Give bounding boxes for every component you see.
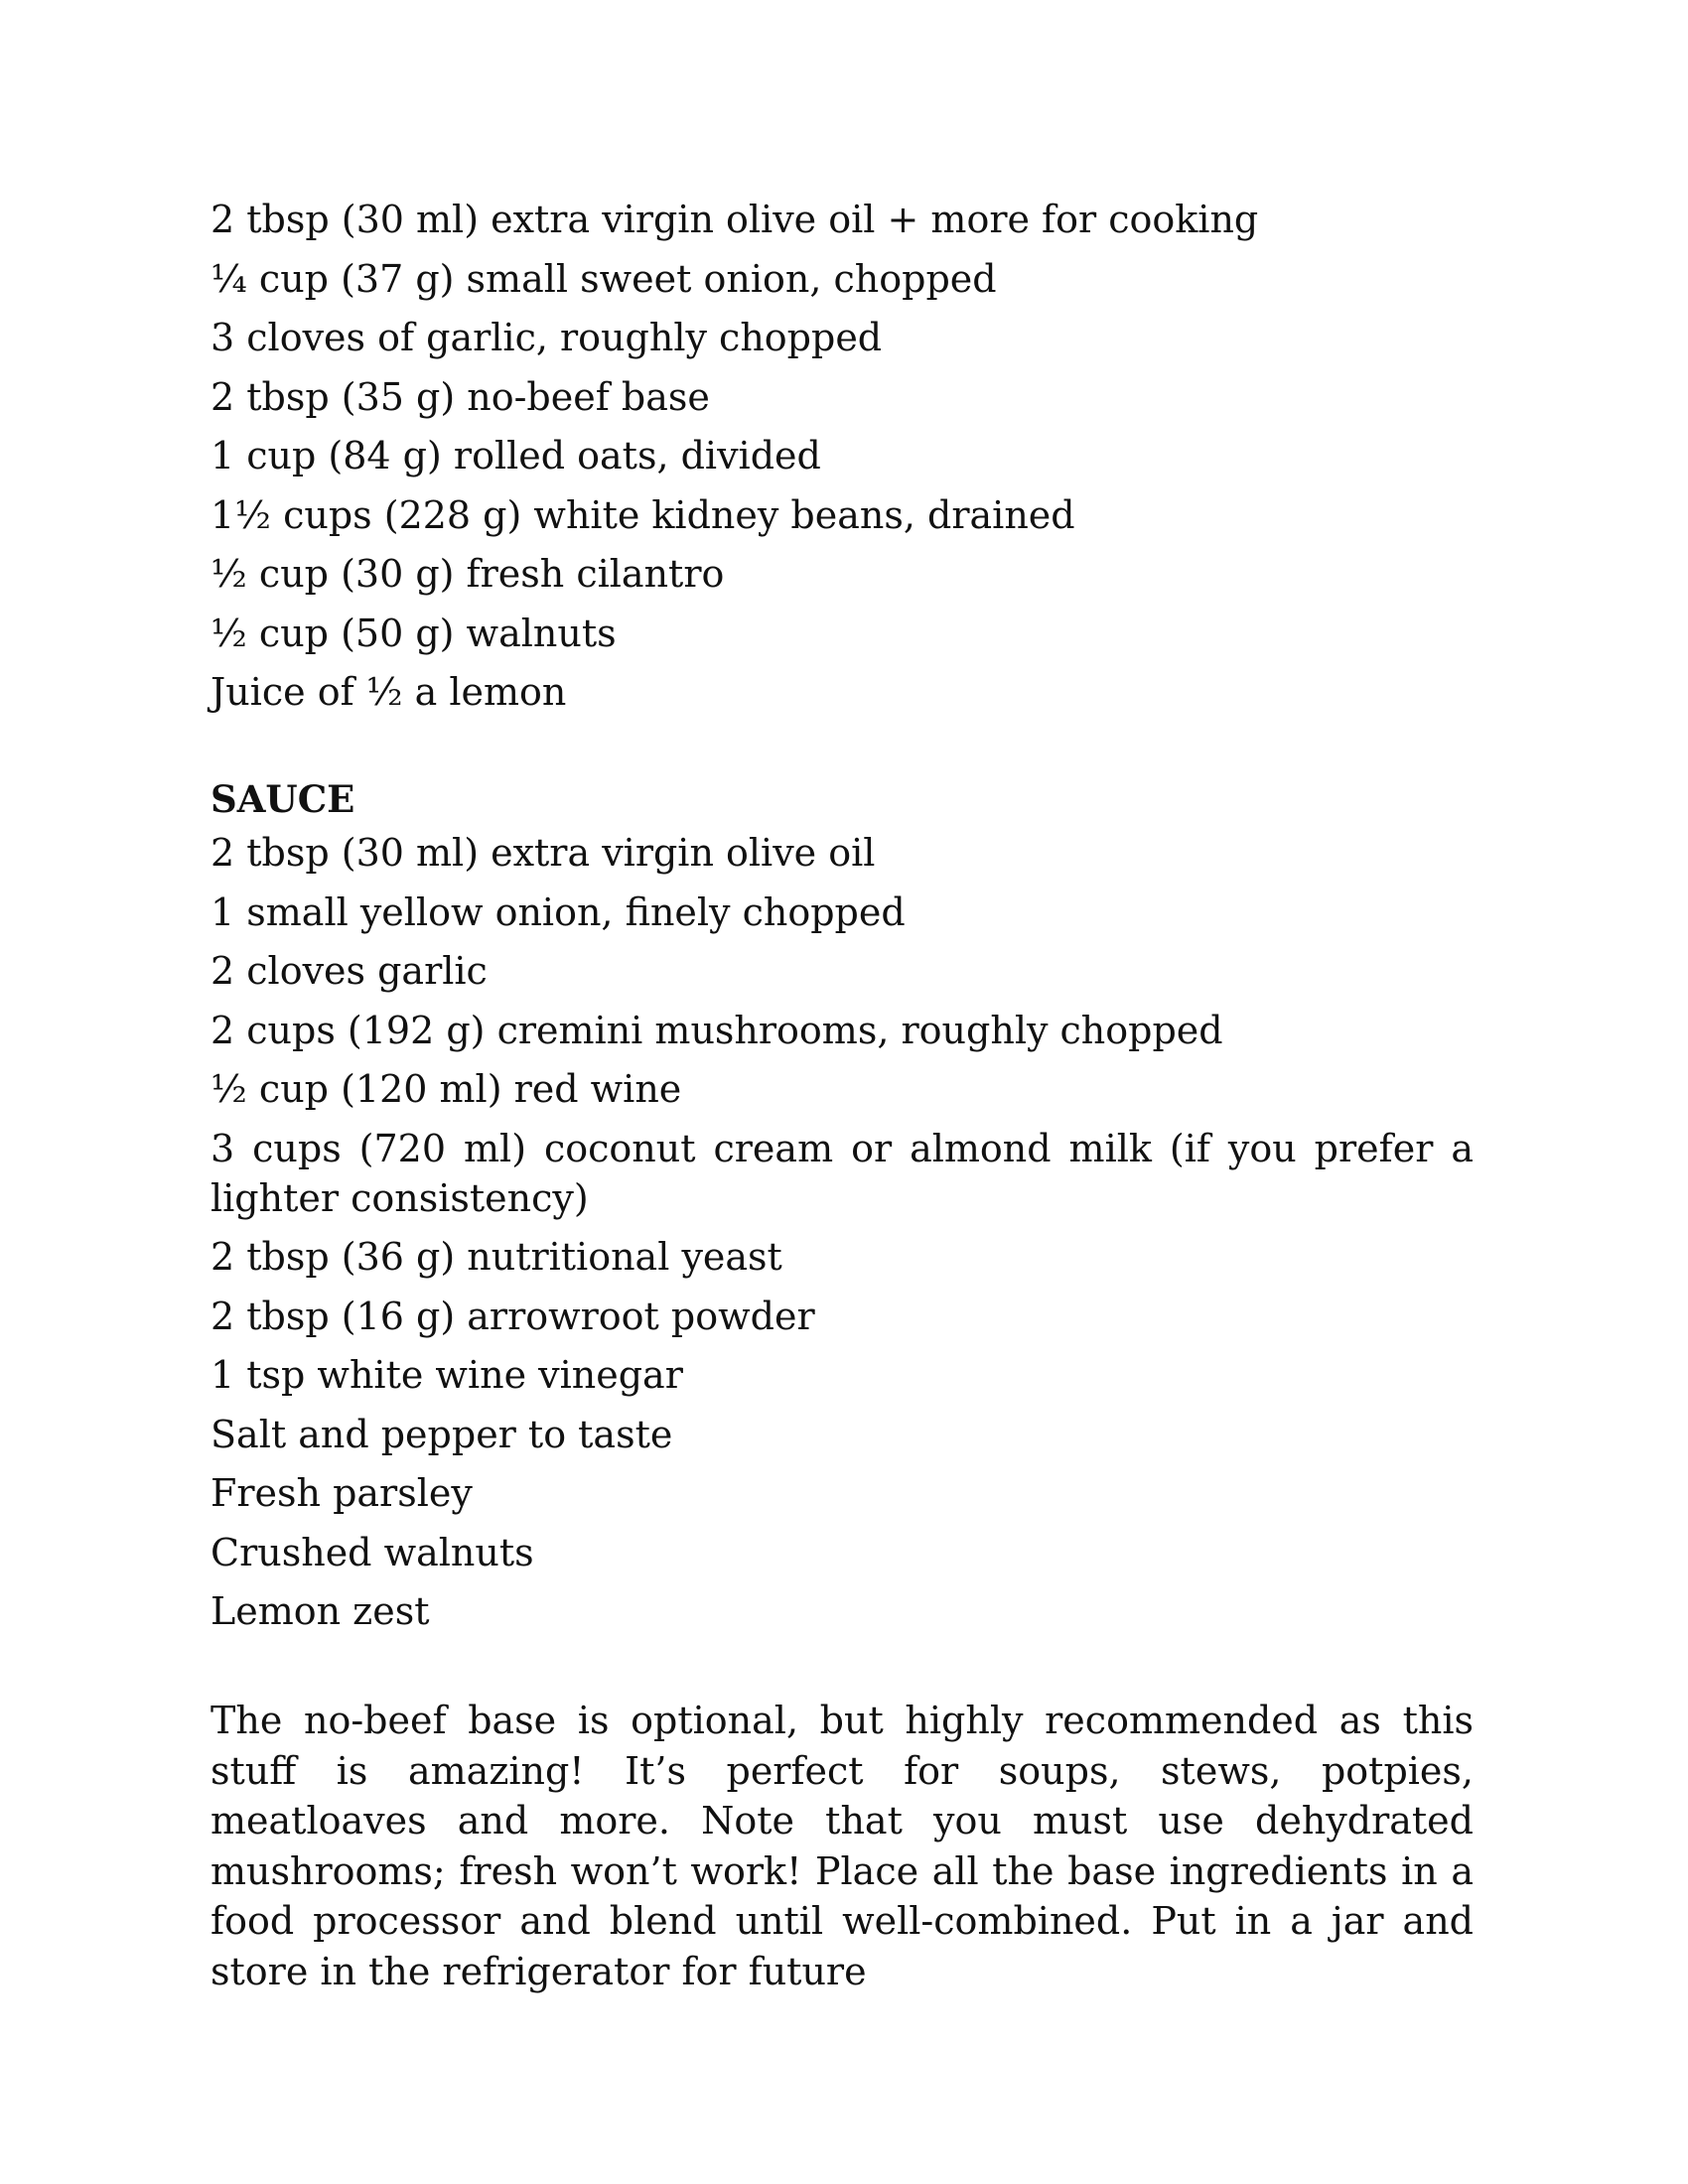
ingredient-item: 1½ cups (228 g) white kidney beans, drained [211, 492, 1075, 537]
sauce-ingredient-item: Salt and pepper to taste [211, 1412, 673, 1456]
sauce-ingredient-item: 2 tbsp (36 g) nutritional yeast [211, 1235, 782, 1279]
ingredient-item: ½ cup (30 g) fresh cilantro [211, 552, 725, 596]
sauce-ingredient-item: 3 cups (720 ml) coconut cream or almond milk (if you prefer a lighter consistency) [211, 1126, 1474, 1220]
sauce-ingredient-item: Lemon zest [211, 1589, 430, 1633]
sauce-ingredient-item: ½ cup (120 ml) red wine [211, 1067, 682, 1111]
sauce-ingredient-item: 1 tsp white wine vinegar [211, 1353, 683, 1397]
recipe-page [211, 195, 1474, 1996]
sauce-ingredient-list [211, 828, 1474, 1636]
ingredient-item: 1 cup (84 g) rolled oats, divided [211, 434, 821, 478]
ingredient-item: 2 tbsp (30 ml) extra virgin olive oil + more for cooking [211, 198, 1259, 241]
sauce-ingredient-item: 2 tbsp (30 ml) extra virgin olive oil [211, 831, 876, 875]
sauce-ingredient-item: 1 small yellow onion, finely chopped [211, 889, 906, 934]
ingredient-item: Juice of ½ a lemon [211, 670, 567, 714]
main-ingredient-list [211, 195, 1474, 717]
ingredient-item: ½ cup (50 g) walnuts [211, 611, 617, 655]
note-paragraph: The no-beef base is optional, but highly recommended as this stuff is amazing! It’s perfect for soups, stews, potpies, meatloaves and more. Note that you must use dehydrated mushrooms; fresh won’t work! Place all the base ingredients in a food processor and blend until well-combined. Put in a jar and store in the refrigerator for future [211, 1699, 1474, 1993]
sauce-ingredient-item: 2 cups (192 g) cremini mushrooms, roughly chopped [211, 1008, 1223, 1052]
ingredient-item: 3 cloves of garlic, roughly chopped [211, 316, 883, 359]
ingredient-item: 2 tbsp (35 g) no-beef base [211, 374, 710, 419]
sauce-ingredient-item: Fresh parsley [211, 1471, 473, 1515]
ingredient-item: ¼ cup (37 g) small sweet onion, chopped [211, 256, 997, 301]
sauce-ingredient-item: Crushed walnuts [211, 1530, 534, 1574]
sauce-ingredient-item: 2 tbsp (16 g) arrowroot powder [211, 1294, 815, 1338]
sauce-heading: SAUCE [211, 777, 355, 821]
sauce-ingredient-item: 2 cloves garlic [211, 949, 488, 993]
